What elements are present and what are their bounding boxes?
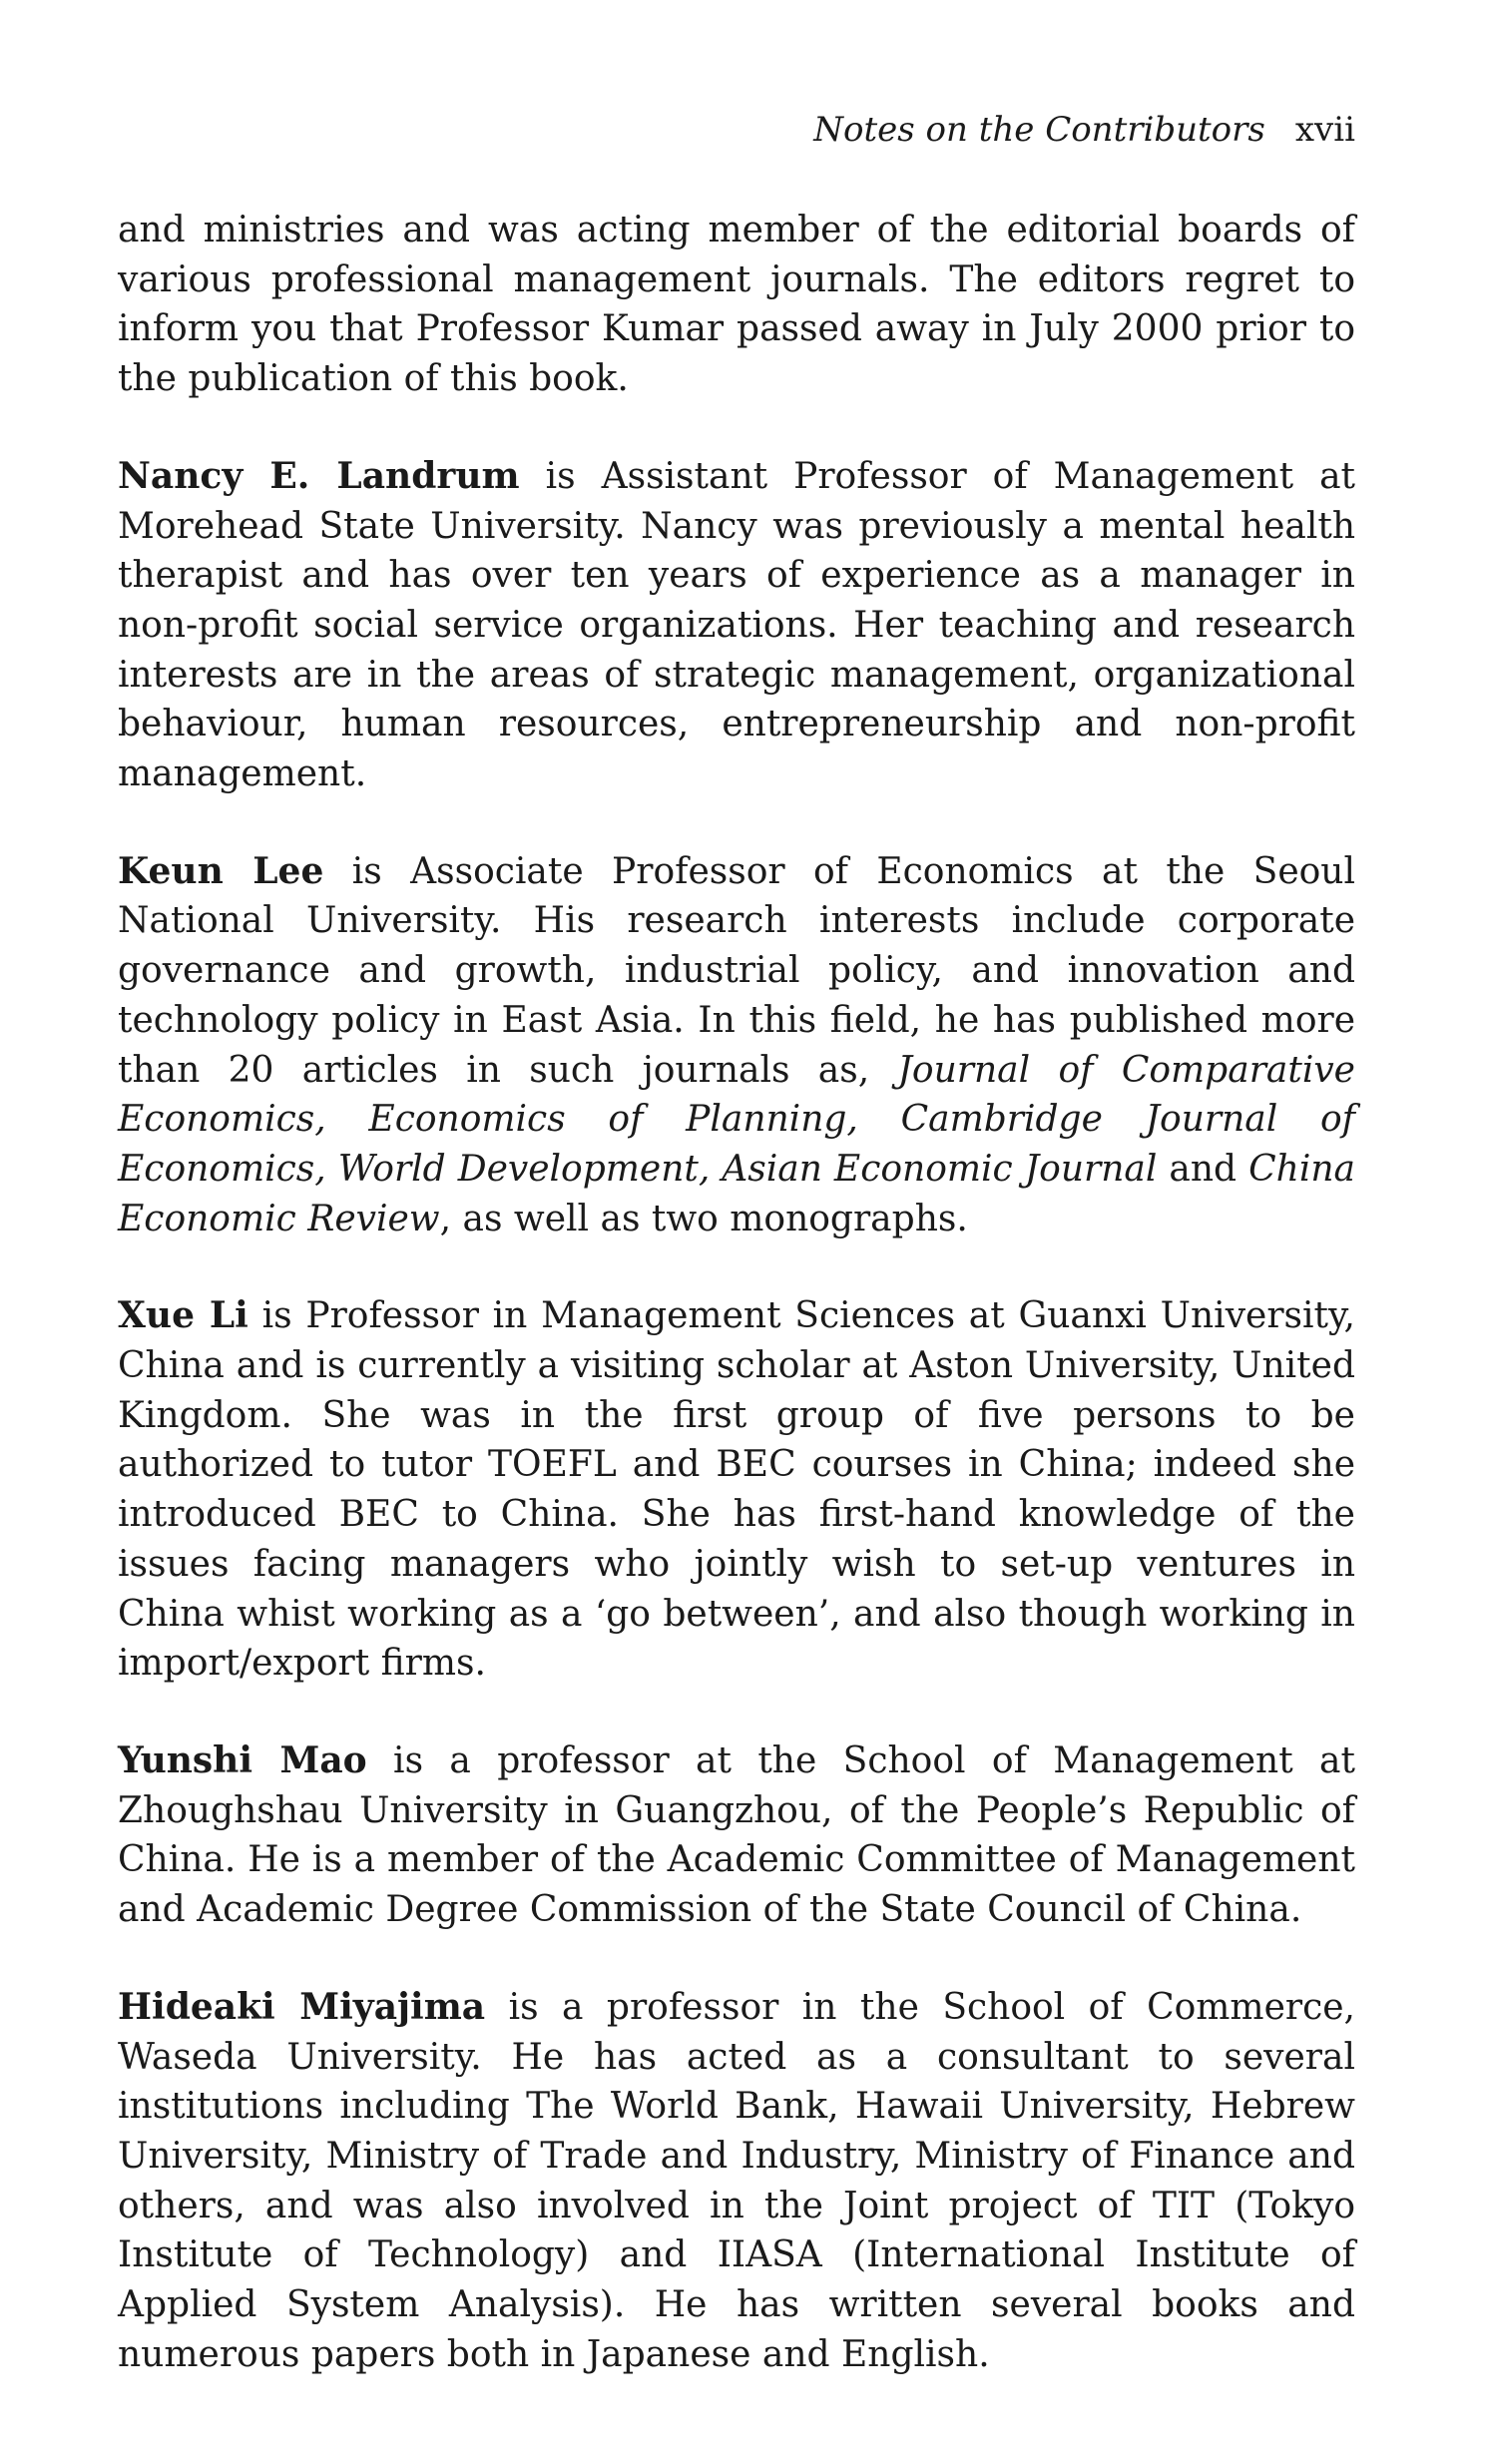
entry-text: and ministries and was acting member of the editorial boards of various professional management journals. The editors regret to inform you that Professor Kumar passed away in July 2000 prior to the publication of this book.: [118, 210, 1355, 400]
running-head-title: Notes on the Contributors: [813, 110, 1265, 150]
journal-list: Journal of Comparative Economics, Economics of Planning, Cambridge Journal of Economics, World Development, Asian Economic Journal: [118, 1049, 1355, 1190]
contributor-entry-continuation: [118, 206, 1355, 404]
contributor-notes: [118, 206, 1355, 2427]
contributor-entry-mao: [118, 1736, 1355, 1935]
entry-text: is a professor in the School of Commerce, Waseda University. He has acted as a consultant to several institutions including The World Bank, Hawaii University, Hebrew University, Ministry of Trade and Industry, Ministry of Finance and others, and was also involved in the Joint project of TIT (Tokyo Institute of Technology) and IIASA (International Institute of Applied System Analysis). He has written several books and numerous papers both in Japanese and English.: [118, 1986, 1355, 2375]
contributor-name: Yunshi Mao: [118, 1738, 367, 1781]
contributor-entry-landrum: [118, 452, 1355, 799]
entry-text-conjunction: and: [1157, 1148, 1249, 1190]
running-head: [813, 108, 1355, 152]
contributor-name: Xue Li: [118, 1294, 248, 1337]
contributor-name: Nancy E. Landrum: [118, 454, 520, 497]
entry-text: is Associate Professor of Economics at the Seoul National University. His research interests include corporate governance and growth, industrial policy, and innovation and technology policy in East Asia. In this field, he has published more than 20 articles in such journals as,: [118, 850, 1356, 1091]
contributor-name: Hideaki Miyajima: [118, 1985, 486, 2028]
journal-title: China Economic Review: [118, 1148, 1355, 1239]
contributor-entry-miyajima: [118, 1983, 1355, 2380]
page-number: xvii: [1294, 110, 1355, 150]
entry-text: is Professor in Management Sciences at Guanxi University, China and is currently a visiting scholar at Aston University, United Kingdom. She was in the first group of five persons to be authorized to tutor TOEFL and BEC courses in China; indeed she introduced BEC to China. She has first-hand knowledge of the issues facing managers who jointly wish to set-up ventures in China whist working as a ‘go between’, and also though working in import/export firms.: [118, 1295, 1355, 1685]
contributor-entry-li: [118, 1291, 1355, 1689]
entry-text-tail: , as well as two monographs.: [439, 1198, 968, 1239]
entry-text: is a professor at the School of Management at Zhoughshau University in Guangzhou, of the People’s Republic of China. He is a member of the Academic Committee of Management and Academic Degree Commission of the State Council of China.: [118, 1739, 1355, 1931]
contributor-entry-lee: [118, 847, 1355, 1244]
contributor-name: Keun Lee: [118, 849, 324, 892]
entry-text: is Assistant Professor of Management at Morehead State University. Nancy was previously a mental health therapist and has over ten years of experience as a manager in non-profit social service organizations. Her teaching and research interests are in the areas of strategic management, organizational behaviour, human resources, entrepreneurship and non-profit management.: [118, 455, 1356, 795]
